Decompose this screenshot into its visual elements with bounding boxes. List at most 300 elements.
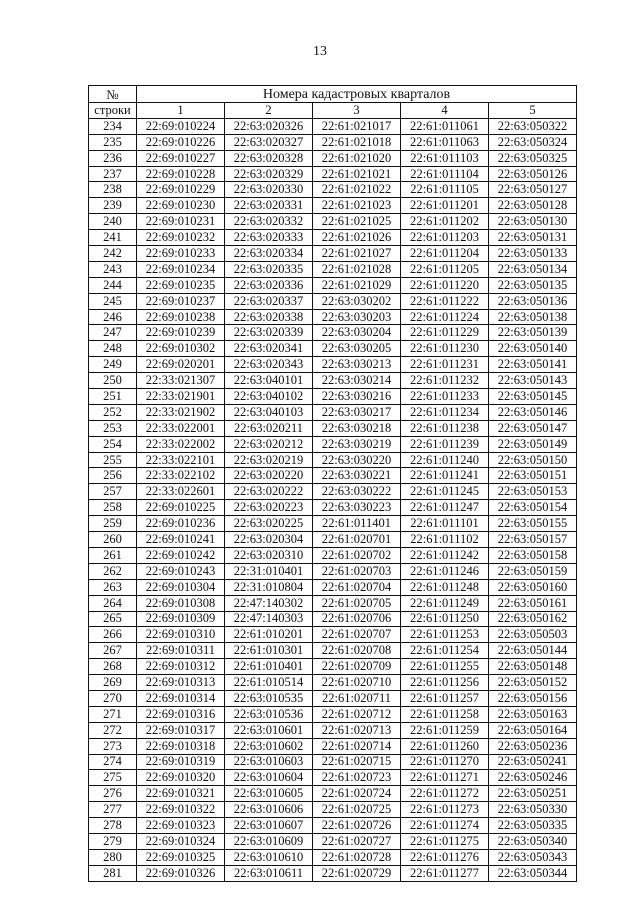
- row-number-cell: 238: [89, 182, 137, 198]
- cadastral-number-cell: 22:61:011246: [401, 563, 489, 579]
- cadastral-number-cell: 22:69:010322: [137, 802, 225, 818]
- cadastral-number-cell: 22:61:011272: [401, 786, 489, 802]
- row-number-cell: 251: [89, 389, 137, 405]
- cadastral-number-cell: 22:61:021020: [313, 150, 401, 166]
- cadastral-number-cell: 22:69:010320: [137, 770, 225, 786]
- table-row: [89, 818, 577, 834]
- cadastral-number-cell: 22:31:010804: [225, 579, 313, 595]
- table-row: [89, 690, 577, 706]
- cadastral-number-cell: 22:61:011277: [401, 865, 489, 881]
- cadastral-number-cell: 22:63:010606: [225, 802, 313, 818]
- cadastral-number-cell: 22:61:020715: [313, 754, 401, 770]
- cadastral-number-cell: 22:69:010234: [137, 261, 225, 277]
- cadastral-number-cell: 22:69:010319: [137, 754, 225, 770]
- cadastral-number-cell: 22:61:021018: [313, 134, 401, 150]
- table-header: [89, 86, 577, 119]
- cadastral-number-cell: 22:61:011242: [401, 547, 489, 563]
- cadastral-number-cell: 22:63:010535: [225, 690, 313, 706]
- cadastral-number-cell: 22:61:011255: [401, 659, 489, 675]
- cadastral-number-cell: 22:61:011204: [401, 246, 489, 262]
- cadastral-number-cell: 22:33:021307: [137, 373, 225, 389]
- table-row: [89, 404, 577, 420]
- cadastral-number-cell: 22:61:011273: [401, 802, 489, 818]
- header-row-columns: [89, 103, 577, 119]
- cadastral-number-cell: 22:63:020330: [225, 182, 313, 198]
- cadastral-number-cell: 22:63:050330: [489, 802, 577, 818]
- cadastral-number-cell: 22:61:020711: [313, 690, 401, 706]
- cadastral-number-cell: 22:61:011240: [401, 452, 489, 468]
- cadastral-number-cell: 22:61:011201: [401, 198, 489, 214]
- cadastral-number-cell: 22:61:011231: [401, 357, 489, 373]
- cadastral-number-cell: 22:61:011103: [401, 150, 489, 166]
- cadastral-number-cell: 22:63:020332: [225, 214, 313, 230]
- cadastral-number-cell: 22:63:050130: [489, 214, 577, 230]
- table-row: [89, 325, 577, 341]
- row-number-cell: 259: [89, 516, 137, 532]
- cadastral-number-cell: 22:63:050503: [489, 627, 577, 643]
- table-row: [89, 214, 577, 230]
- cadastral-number-cell: 22:63:020310: [225, 547, 313, 563]
- cadastral-number-cell: 22:69:010321: [137, 786, 225, 802]
- cadastral-number-cell: 22:61:021027: [313, 246, 401, 262]
- cadastral-number-cell: 22:69:010231: [137, 214, 225, 230]
- cadastral-number-cell: 22:69:010316: [137, 706, 225, 722]
- cadastral-number-cell: 22:63:030203: [313, 309, 401, 325]
- cadastral-number-cell: 22:63:020337: [225, 293, 313, 309]
- cadastral-number-cell: 22:61:020725: [313, 802, 401, 818]
- table-row: [89, 770, 577, 786]
- cadastral-number-cell: 22:61:011232: [401, 373, 489, 389]
- table-row: [89, 198, 577, 214]
- cadastral-number-cell: 22:63:020335: [225, 261, 313, 277]
- cadastral-number-cell: 22:63:050127: [489, 182, 577, 198]
- row-number-cell: 239: [89, 198, 137, 214]
- cadastral-number-cell: 22:61:011260: [401, 738, 489, 754]
- row-number-cell: 258: [89, 500, 137, 516]
- cadastral-number-cell: 22:63:050144: [489, 643, 577, 659]
- cadastral-number-cell: 22:63:050155: [489, 516, 577, 532]
- cadastral-number-cell: 22:61:020702: [313, 547, 401, 563]
- cadastral-number-cell: 22:69:010312: [137, 659, 225, 675]
- table-row: [89, 293, 577, 309]
- table-row: [89, 611, 577, 627]
- cadastral-number-cell: 22:63:020336: [225, 277, 313, 293]
- cadastral-number-cell: 22:69:010238: [137, 309, 225, 325]
- cadastral-number-cell: 22:63:050131: [489, 230, 577, 246]
- cadastral-number-cell: 22:63:050161: [489, 595, 577, 611]
- cadastral-number-cell: 22:61:021029: [313, 277, 401, 293]
- cadastral-number-cell: 22:63:010611: [225, 865, 313, 881]
- cadastral-number-cell: 22:63:040101: [225, 373, 313, 389]
- row-number-cell: 263: [89, 579, 137, 595]
- row-number-cell: 261: [89, 547, 137, 563]
- cadastral-number-cell: 22:61:020726: [313, 818, 401, 834]
- cadastral-number-cell: 22:63:030220: [313, 452, 401, 468]
- cadastral-number-cell: 22:63:020341: [225, 341, 313, 357]
- cadastral-number-cell: 22:63:020219: [225, 452, 313, 468]
- cadastral-number-cell: 22:61:011238: [401, 420, 489, 436]
- cadastral-number-cell: 22:33:022102: [137, 468, 225, 484]
- cadastral-number-cell: 22:61:010401: [225, 659, 313, 675]
- cadastral-number-cell: 22:47:140303: [225, 611, 313, 627]
- cadastral-number-cell: 22:61:011253: [401, 627, 489, 643]
- table-row: [89, 118, 577, 134]
- cadastral-number-cell: 22:63:020329: [225, 166, 313, 182]
- cadastral-number-cell: 22:63:040102: [225, 389, 313, 405]
- cadastral-number-cell: 22:33:021901: [137, 389, 225, 405]
- cadastral-number-cell: 22:69:010243: [137, 563, 225, 579]
- cadastral-number-cell: 22:63:050149: [489, 436, 577, 452]
- table-row: [89, 706, 577, 722]
- cadastral-number-cell: 22:63:010603: [225, 754, 313, 770]
- cadastral-number-cell: 22:61:011239: [401, 436, 489, 452]
- cadastral-number-cell: 22:69:010309: [137, 611, 225, 627]
- cadastral-number-cell: 22:63:050335: [489, 818, 577, 834]
- cadastral-number-cell: 22:61:011220: [401, 277, 489, 293]
- cadastral-number-cell: 22:61:011258: [401, 706, 489, 722]
- cadastral-number-cell: 22:63:050146: [489, 404, 577, 420]
- table-row: [89, 420, 577, 436]
- cadastral-number-cell: 22:61:011276: [401, 849, 489, 865]
- row-number-cell: 267: [89, 643, 137, 659]
- cadastral-number-cell: 22:61:011250: [401, 611, 489, 627]
- cadastral-number-cell: 22:61:011101: [401, 516, 489, 532]
- cadastral-number-cell: 22:63:030216: [313, 389, 401, 405]
- row-number-cell: 246: [89, 309, 137, 325]
- cadastral-number-cell: 22:63:020220: [225, 468, 313, 484]
- cadastral-number-cell: 22:61:020705: [313, 595, 401, 611]
- cadastral-number-cell: 22:61:011257: [401, 690, 489, 706]
- row-number-cell: 281: [89, 865, 137, 881]
- cadastral-number-cell: 22:61:011224: [401, 309, 489, 325]
- cadastral-number-cell: 22:63:020338: [225, 309, 313, 325]
- cadastral-number-cell: 22:61:011249: [401, 595, 489, 611]
- cadastral-number-cell: 22:63:020327: [225, 134, 313, 150]
- table-row: [89, 754, 577, 770]
- cadastral-number-cell: 22:61:021017: [313, 118, 401, 134]
- cadastral-number-cell: 22:61:021028: [313, 261, 401, 277]
- row-number-cell: 278: [89, 818, 137, 834]
- table-row: [89, 341, 577, 357]
- cadastral-number-cell: 22:63:010607: [225, 818, 313, 834]
- cadastral-number-cell: 22:63:050159: [489, 563, 577, 579]
- cadastral-number-cell: 22:63:030218: [313, 420, 401, 436]
- row-number-cell: 269: [89, 675, 137, 691]
- row-number-cell: 242: [89, 246, 137, 262]
- cadastral-number-cell: 22:63:050162: [489, 611, 577, 627]
- table-row: [89, 230, 577, 246]
- cadastral-number-cell: 22:63:030217: [313, 404, 401, 420]
- cadastral-number-cell: 22:61:020708: [313, 643, 401, 659]
- table-row: [89, 150, 577, 166]
- cadastral-table-container: [88, 85, 576, 882]
- cadastral-number-cell: 22:61:021023: [313, 198, 401, 214]
- table-row: [89, 786, 577, 802]
- cadastral-number-cell: 22:63:030205: [313, 341, 401, 357]
- cadastral-number-cell: 22:63:020334: [225, 246, 313, 262]
- row-number-cell: 235: [89, 134, 137, 150]
- cadastral-number-cell: 22:69:010230: [137, 198, 225, 214]
- row-number-cell: 253: [89, 420, 137, 436]
- cadastral-number-cell: 22:69:010304: [137, 579, 225, 595]
- cadastral-quarters-table: [88, 85, 577, 882]
- cadastral-number-cell: 22:61:020723: [313, 770, 401, 786]
- cadastral-number-cell: 22:69:010310: [137, 627, 225, 643]
- cadastral-number-cell: 22:31:010401: [225, 563, 313, 579]
- table-row: [89, 579, 577, 595]
- cadastral-number-cell: 22:69:010318: [137, 738, 225, 754]
- table-row: [89, 452, 577, 468]
- cadastral-number-cell: 22:61:011271: [401, 770, 489, 786]
- row-number-cell: 277: [89, 802, 137, 818]
- cadastral-number-cell: 22:63:050251: [489, 786, 577, 802]
- cadastral-number-cell: 22:63:050126: [489, 166, 577, 182]
- cadastral-number-cell: 22:63:020225: [225, 516, 313, 532]
- table-row: [89, 675, 577, 691]
- cadastral-number-cell: 22:61:020727: [313, 833, 401, 849]
- cadastral-number-cell: 22:61:011259: [401, 722, 489, 738]
- table-row: [89, 389, 577, 405]
- cadastral-number-cell: 22:63:050156: [489, 690, 577, 706]
- cadastral-number-cell: 22:61:011247: [401, 500, 489, 516]
- cadastral-number-cell: 22:61:020728: [313, 849, 401, 865]
- cadastral-number-cell: 22:63:050154: [489, 500, 577, 516]
- cadastral-number-cell: 22:69:010324: [137, 833, 225, 849]
- table-row: [89, 532, 577, 548]
- cadastral-number-cell: 22:61:011203: [401, 230, 489, 246]
- cadastral-number-cell: 22:33:022101: [137, 452, 225, 468]
- cadastral-number-cell: 22:63:050138: [489, 309, 577, 325]
- table-row: [89, 134, 577, 150]
- cadastral-number-cell: 22:61:011245: [401, 484, 489, 500]
- cadastral-number-cell: 22:69:010326: [137, 865, 225, 881]
- table-row: [89, 659, 577, 675]
- cadastral-number-cell: 22:63:050143: [489, 373, 577, 389]
- row-number-cell: 260: [89, 532, 137, 548]
- cadastral-number-cell: 22:63:050134: [489, 261, 577, 277]
- cadastral-number-cell: 22:61:020712: [313, 706, 401, 722]
- table-row: [89, 309, 577, 325]
- cadastral-number-cell: 22:61:011222: [401, 293, 489, 309]
- cadastral-number-cell: 22:61:020701: [313, 532, 401, 548]
- row-number-cell: 257: [89, 484, 137, 500]
- row-number-cell: 265: [89, 611, 137, 627]
- row-number-cell: 236: [89, 150, 137, 166]
- cadastral-number-cell: 22:63:020333: [225, 230, 313, 246]
- row-number-cell: 274: [89, 754, 137, 770]
- cadastral-number-cell: 22:61:011205: [401, 261, 489, 277]
- cadastral-number-cell: 22:61:020729: [313, 865, 401, 881]
- cadastral-number-cell: 22:63:030222: [313, 484, 401, 500]
- cadastral-number-cell: 22:63:030202: [313, 293, 401, 309]
- row-number-cell: 237: [89, 166, 137, 182]
- cadastral-number-cell: 22:33:022002: [137, 436, 225, 452]
- cadastral-number-cell: 22:63:050128: [489, 198, 577, 214]
- cadastral-number-cell: 22:63:030214: [313, 373, 401, 389]
- cadastral-number-cell: 22:69:010227: [137, 150, 225, 166]
- cadastral-number-cell: 22:69:010317: [137, 722, 225, 738]
- header-row-title: [89, 86, 577, 103]
- cadastral-number-cell: 22:33:022601: [137, 484, 225, 500]
- cadastral-number-cell: 22:63:050141: [489, 357, 577, 373]
- cadastral-number-cell: 22:61:020710: [313, 675, 401, 691]
- row-number-cell: 243: [89, 261, 137, 277]
- table-row: [89, 738, 577, 754]
- cadastral-number-cell: 22:61:020704: [313, 579, 401, 595]
- cadastral-number-cell: 22:63:050158: [489, 547, 577, 563]
- cadastral-number-cell: 22:69:010232: [137, 230, 225, 246]
- table-row: [89, 436, 577, 452]
- table-row: [89, 484, 577, 500]
- cadastral-number-cell: 22:69:010325: [137, 849, 225, 865]
- cadastral-number-cell: 22:63:010605: [225, 786, 313, 802]
- row-number-cell: 276: [89, 786, 137, 802]
- cadastral-number-cell: 22:63:050145: [489, 389, 577, 405]
- table-row: [89, 627, 577, 643]
- cadastral-number-cell: 22:61:021022: [313, 182, 401, 198]
- table-row: [89, 182, 577, 198]
- cadastral-number-cell: 22:63:020223: [225, 500, 313, 516]
- cadastral-number-cell: 22:63:010609: [225, 833, 313, 849]
- cadastral-number-cell: 22:69:010237: [137, 293, 225, 309]
- table-body: [89, 118, 577, 881]
- cadastral-number-cell: 22:63:050241: [489, 754, 577, 770]
- cadastral-number-cell: 22:63:010601: [225, 722, 313, 738]
- header-column-1: 1: [137, 103, 225, 119]
- cadastral-number-cell: 22:63:050160: [489, 579, 577, 595]
- cadastral-number-cell: 22:61:011234: [401, 404, 489, 420]
- cadastral-number-cell: 22:69:010225: [137, 500, 225, 516]
- cadastral-number-cell: 22:61:011102: [401, 532, 489, 548]
- cadastral-number-cell: 22:69:010308: [137, 595, 225, 611]
- cadastral-number-cell: 22:63:050324: [489, 134, 577, 150]
- cadastral-number-cell: 22:69:010302: [137, 341, 225, 357]
- cadastral-number-cell: 22:63:030223: [313, 500, 401, 516]
- row-number-cell: 275: [89, 770, 137, 786]
- cadastral-number-cell: 22:61:020709: [313, 659, 401, 675]
- cadastral-number-cell: 22:61:011063: [401, 134, 489, 150]
- cadastral-number-cell: 22:69:010311: [137, 643, 225, 659]
- cadastral-number-cell: 22:61:011061: [401, 118, 489, 134]
- row-number-cell: 245: [89, 293, 137, 309]
- cadastral-number-cell: 22:63:040103: [225, 404, 313, 420]
- cadastral-number-cell: 22:61:010514: [225, 675, 313, 691]
- table-row: [89, 849, 577, 865]
- row-number-cell: 268: [89, 659, 137, 675]
- cadastral-number-cell: 22:69:010323: [137, 818, 225, 834]
- cadastral-number-cell: 22:61:021021: [313, 166, 401, 182]
- table-row: [89, 516, 577, 532]
- cadastral-number-cell: 22:61:021025: [313, 214, 401, 230]
- cadastral-number-cell: 22:61:011256: [401, 675, 489, 691]
- cadastral-number-cell: 22:63:010536: [225, 706, 313, 722]
- cadastral-number-cell: 22:61:020703: [313, 563, 401, 579]
- table-row: [89, 500, 577, 516]
- row-number-cell: 248: [89, 341, 137, 357]
- cadastral-number-cell: 22:63:050147: [489, 420, 577, 436]
- table-row: [89, 833, 577, 849]
- row-number-cell: 247: [89, 325, 137, 341]
- cadastral-number-cell: 22:63:030221: [313, 468, 401, 484]
- table-row: [89, 722, 577, 738]
- cadastral-number-cell: 22:63:010602: [225, 738, 313, 754]
- header-number-symbol: №: [89, 86, 137, 103]
- cadastral-number-cell: 22:63:050148: [489, 659, 577, 675]
- cadastral-number-cell: 22:63:020211: [225, 420, 313, 436]
- cadastral-number-cell: 22:69:010313: [137, 675, 225, 691]
- cadastral-number-cell: 22:69:020201: [137, 357, 225, 373]
- table-row: [89, 373, 577, 389]
- table-row: [89, 277, 577, 293]
- cadastral-number-cell: 22:63:020343: [225, 357, 313, 373]
- row-number-cell: 249: [89, 357, 137, 373]
- cadastral-number-cell: 22:61:011229: [401, 325, 489, 341]
- cadastral-number-cell: 22:63:010604: [225, 770, 313, 786]
- cadastral-number-cell: 22:63:050151: [489, 468, 577, 484]
- row-number-cell: 273: [89, 738, 137, 754]
- cadastral-number-cell: 22:69:010239: [137, 325, 225, 341]
- cadastral-number-cell: 22:63:020304: [225, 532, 313, 548]
- cadastral-number-cell: 22:69:010314: [137, 690, 225, 706]
- cadastral-number-cell: 22:69:010241: [137, 532, 225, 548]
- row-number-cell: 266: [89, 627, 137, 643]
- page-number: 13: [313, 44, 327, 59]
- cadastral-number-cell: 22:63:050150: [489, 452, 577, 468]
- cadastral-number-cell: 22:63:050236: [489, 738, 577, 754]
- header-column-4: 4: [401, 103, 489, 119]
- cadastral-number-cell: 22:63:020222: [225, 484, 313, 500]
- cadastral-number-cell: 22:63:050140: [489, 341, 577, 357]
- cadastral-number-cell: 22:63:020212: [225, 436, 313, 452]
- cadastral-number-cell: 22:61:011401: [313, 516, 401, 532]
- row-number-cell: 255: [89, 452, 137, 468]
- table-row: [89, 643, 577, 659]
- cadastral-number-cell: 22:63:050340: [489, 833, 577, 849]
- cadastral-number-cell: 22:61:020706: [313, 611, 401, 627]
- row-number-cell: 272: [89, 722, 137, 738]
- table-row: [89, 357, 577, 373]
- cadastral-number-cell: 22:61:020714: [313, 738, 401, 754]
- cadastral-number-cell: 22:61:011241: [401, 468, 489, 484]
- row-number-cell: 256: [89, 468, 137, 484]
- cadastral-number-cell: 22:61:011248: [401, 579, 489, 595]
- cadastral-number-cell: 22:33:021902: [137, 404, 225, 420]
- cadastral-number-cell: 22:61:010201: [225, 627, 313, 643]
- cadastral-number-cell: 22:63:020326: [225, 118, 313, 134]
- cadastral-number-cell: 22:61:020707: [313, 627, 401, 643]
- cadastral-number-cell: 22:63:050344: [489, 865, 577, 881]
- header-column-3: 3: [313, 103, 401, 119]
- cadastral-number-cell: 22:63:050322: [489, 118, 577, 134]
- cadastral-number-cell: 22:33:022001: [137, 420, 225, 436]
- cadastral-number-cell: 22:61:011274: [401, 818, 489, 834]
- cadastral-number-cell: 22:61:011275: [401, 833, 489, 849]
- cadastral-number-cell: 22:61:011270: [401, 754, 489, 770]
- cadastral-number-cell: 22:63:050153: [489, 484, 577, 500]
- cadastral-number-cell: 22:63:050133: [489, 246, 577, 262]
- cadastral-number-cell: 22:69:010242: [137, 547, 225, 563]
- table-row: [89, 802, 577, 818]
- cadastral-number-cell: 22:63:050163: [489, 706, 577, 722]
- cadastral-number-cell: 22:61:011202: [401, 214, 489, 230]
- row-number-cell: 241: [89, 230, 137, 246]
- cadastral-number-cell: 22:69:010226: [137, 134, 225, 150]
- cadastral-number-cell: 22:69:010233: [137, 246, 225, 262]
- table-row: [89, 563, 577, 579]
- cadastral-number-cell: 22:69:010224: [137, 118, 225, 134]
- cadastral-number-cell: 22:63:050246: [489, 770, 577, 786]
- row-number-cell: 252: [89, 404, 137, 420]
